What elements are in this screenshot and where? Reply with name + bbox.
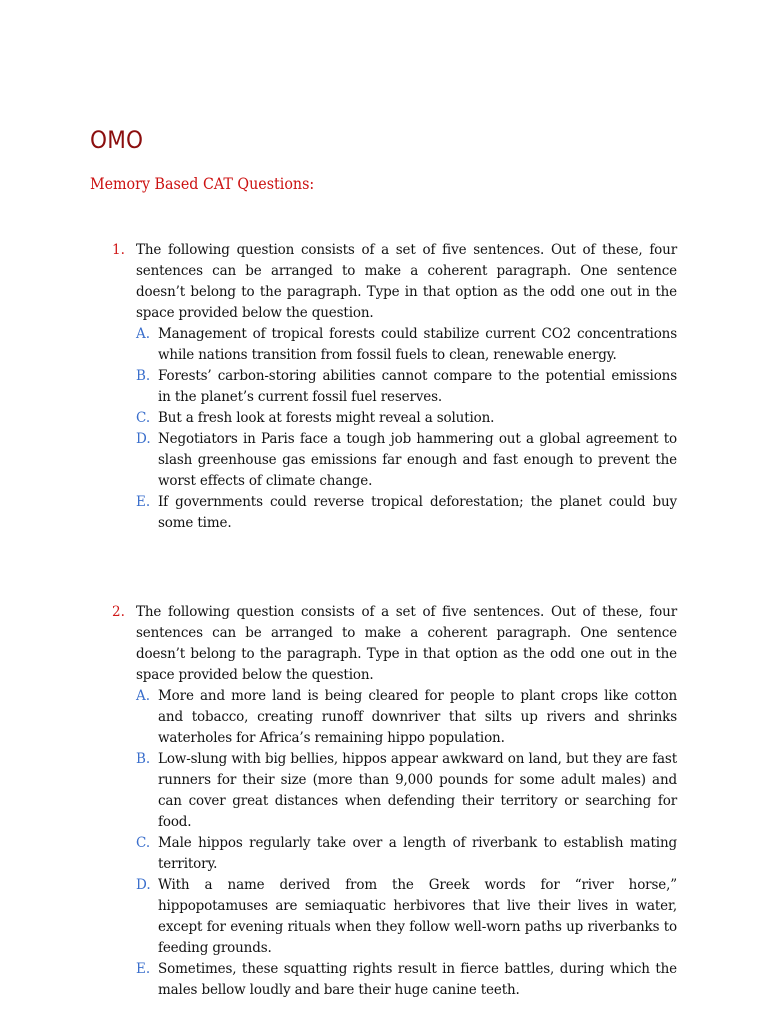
option-text: Negotiators in Paris face a tough job hammering out a global agreement to slash greenhouse gas emissions far enough and fast enough to prevent the worst effects of climate change. [158,431,677,489]
document-title: OMO [90,126,144,154]
option-text: Low-slung with big bellies, hippos appear awkward on land, but they are fast runners for their size (more than 9,000 pounds for some adult males) and can cover great distances when defending their territory or searching for food. [158,751,677,830]
option-letter: E. [136,961,151,977]
option-list [136,686,677,1001]
option-text: Management of tropical forests could stabilize current CO2 concentrations while nations transition from fossil fuels to clean, renewable energy. [158,326,677,363]
option-text: Sometimes, these squatting rights result in fierce battles, during which the males bellow loudly and bare their huge canine teeth. [158,961,677,998]
question-text: The following question consists of a set of five sentences. Out of these, four sentences can be arranged to make a coherent paragraph. One sentence doesn’t belong to the paragraph. Type in that option as the odd one out in the space provided below the question. [136,242,677,321]
option-text: More and more land is being cleared for people to plant crops like cotton and tobacco, creating runoff downriver that silts up rivers and shrinks waterholes for Africa’s remaining hippo population. [158,688,677,746]
option-letter: C. [136,410,151,426]
option-e [136,492,677,534]
option-d [136,875,677,959]
question-2 [112,602,677,1001]
option-text: But a fresh look at forests might reveal a solution. [158,410,495,426]
option-text: With a name derived from the Greek words for “river horse,” hippopotamuses are semiaquatic herbivores that live their lives in water, except for evening rituals when they follow well-worn paths up riverbanks to feeding grounds. [158,877,677,956]
option-e [136,959,677,1001]
document-subtitle: Memory Based CAT Questions: [90,175,315,193]
option-d [136,429,677,492]
option-c [136,833,677,875]
option-b [136,366,677,408]
option-letter: C. [136,835,151,851]
option-c [136,408,677,429]
option-letter: A. [136,688,151,704]
option-text: If governments could reverse tropical deforestation; the planet could buy some time. [158,494,677,531]
question-number: 2. [112,604,125,620]
question-text: The following question consists of a set of five sentences. Out of these, four sentences can be arranged to make a coherent paragraph. One sentence doesn’t belong to the paragraph. Type in that option as the odd one out in the space provided below the question. [136,604,677,683]
option-a [136,324,677,366]
option-list [136,324,677,534]
option-text: Male hippos regularly take over a length of riverbank to establish mating territory. [158,835,677,872]
question-number: 1. [112,242,125,258]
option-letter: D. [136,431,151,447]
question-1 [112,240,677,534]
option-text: Forests’ carbon-storing abilities cannot compare to the potential emissions in the planet’s current fossil fuel reserves. [158,368,677,405]
option-letter: B. [136,368,151,384]
option-letter: B. [136,751,151,767]
option-letter: E. [136,494,151,510]
option-a [136,686,677,749]
option-b [136,749,677,833]
option-letter: A. [136,326,151,342]
option-letter: D. [136,877,151,893]
